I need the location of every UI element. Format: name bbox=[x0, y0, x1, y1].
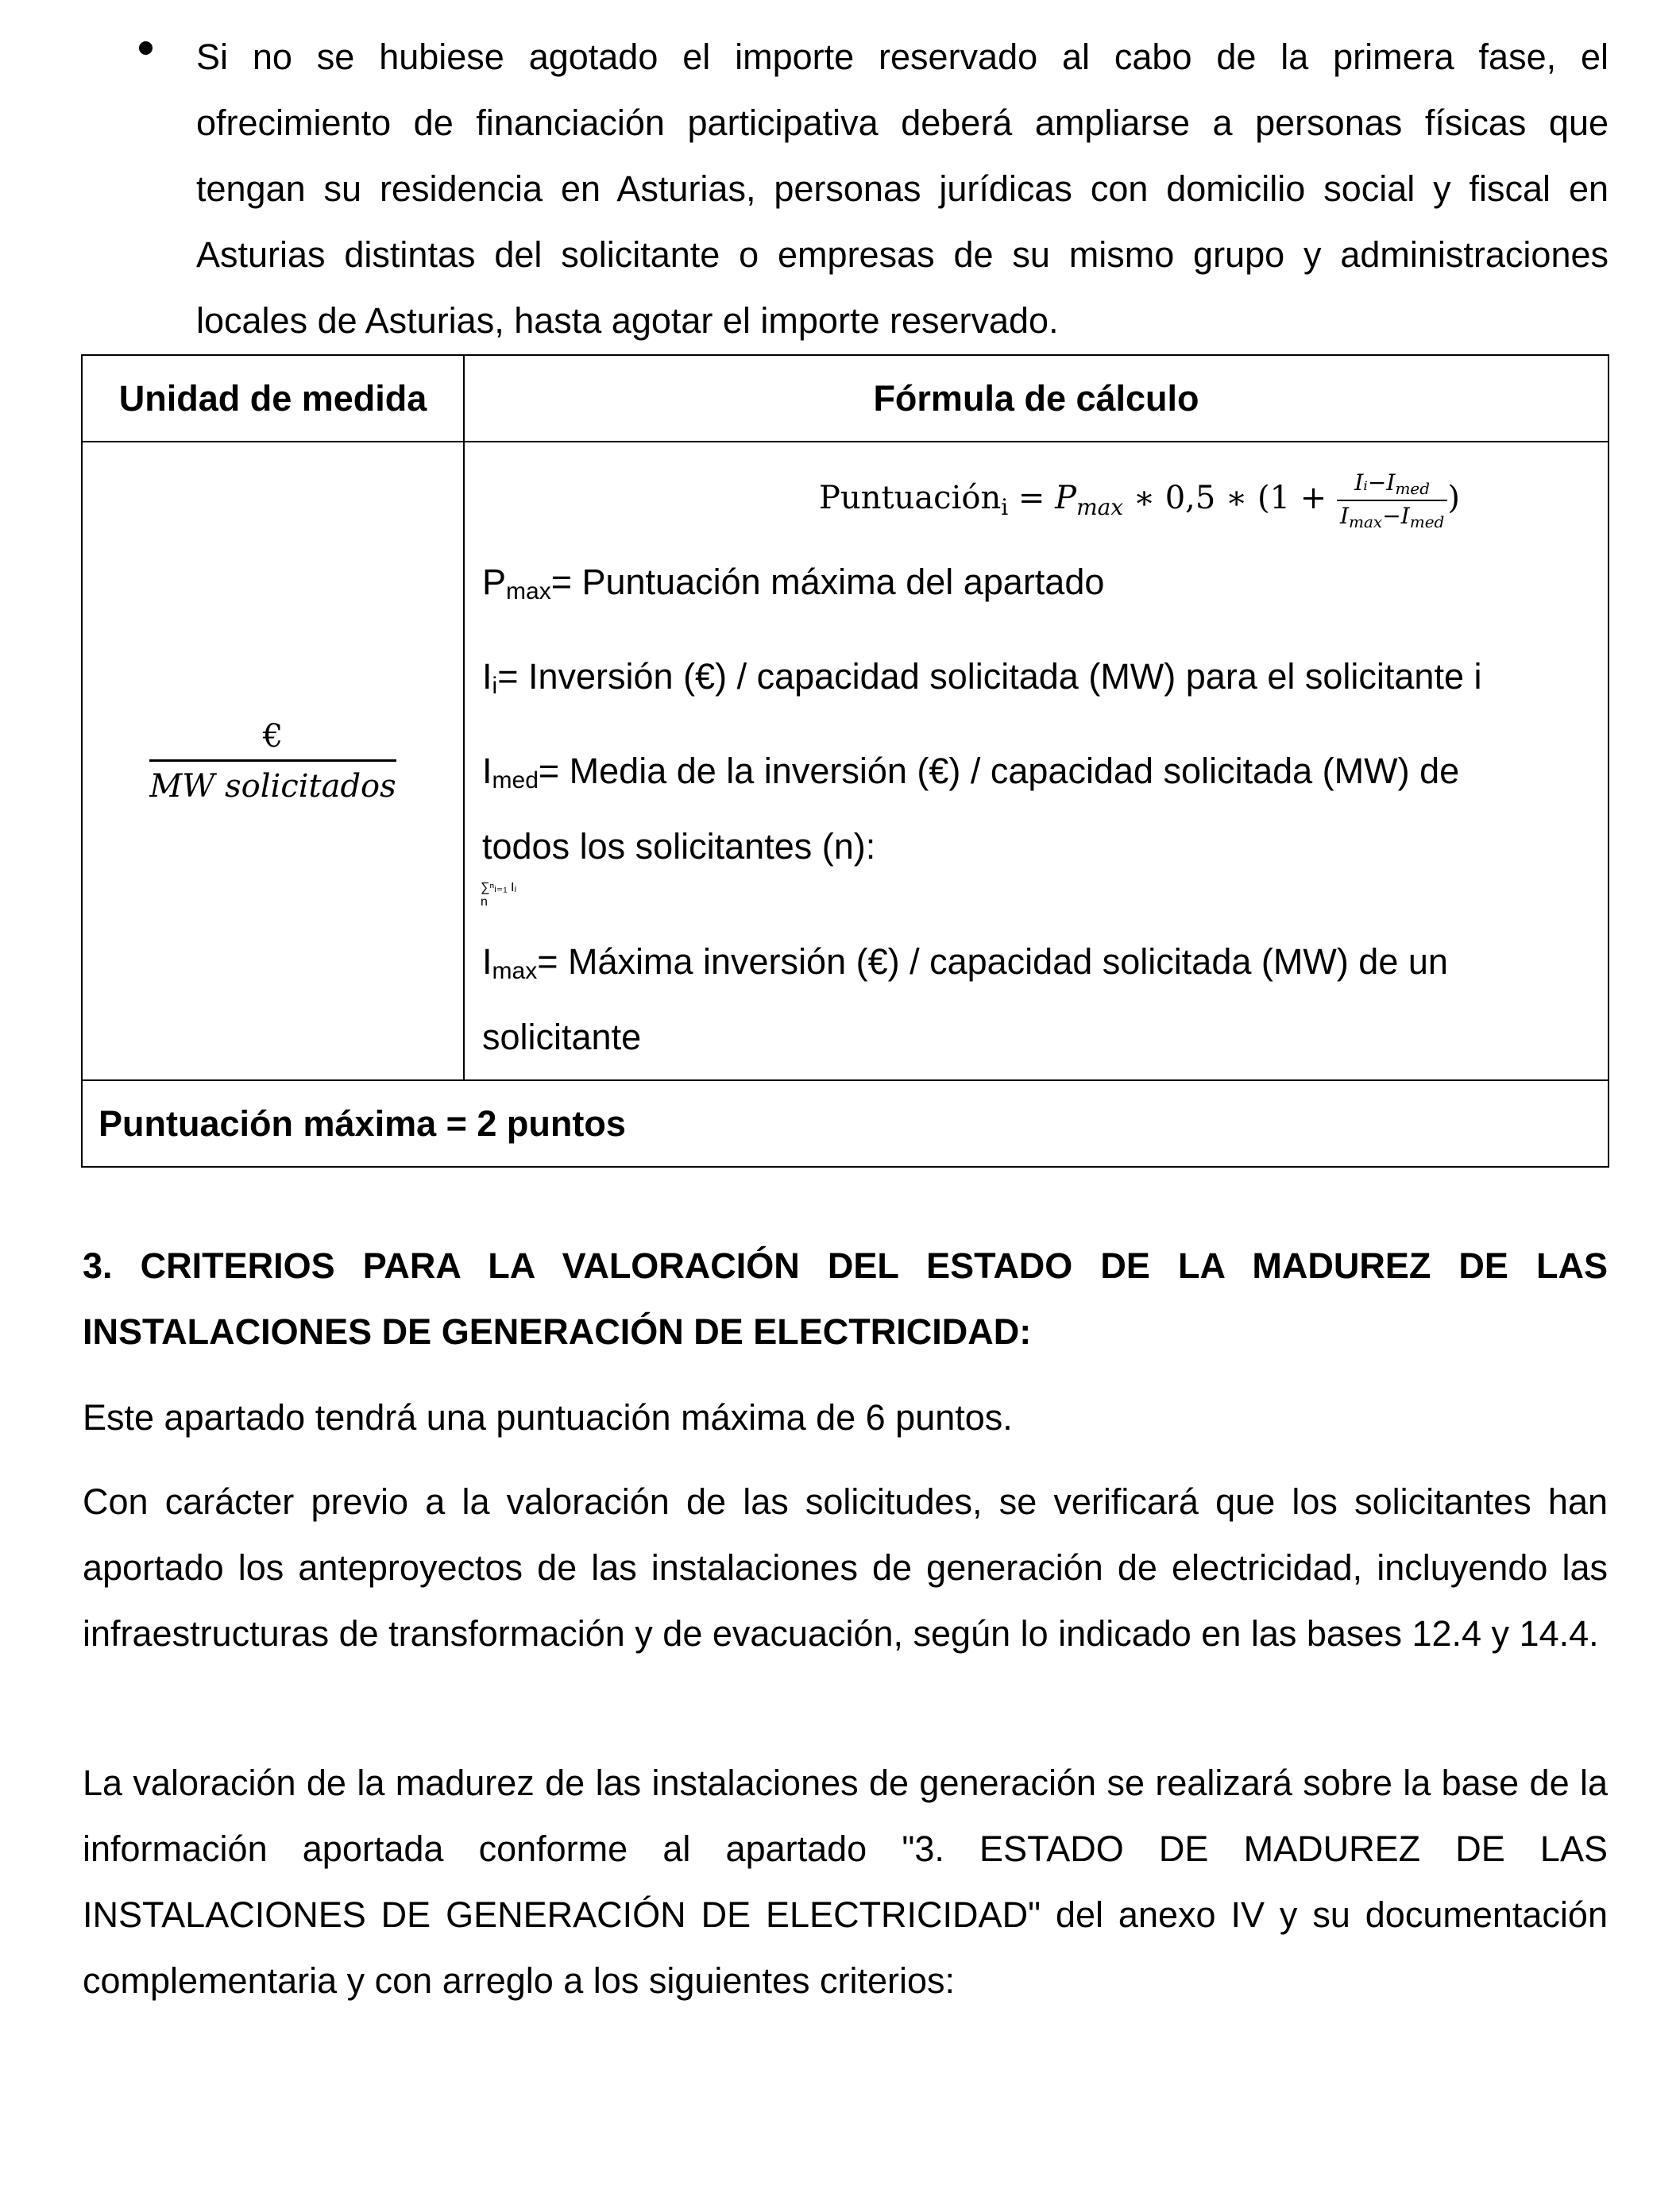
def-pmax-text: = Puntuación máxima del apartado bbox=[550, 562, 1105, 602]
frac-den-sub1: max bbox=[1349, 512, 1383, 531]
frac-den-sub2: med bbox=[1409, 512, 1445, 531]
formula-lhs: Puntuación bbox=[819, 480, 1002, 516]
def-imed-text: = Media de la inversión (€) / capacidad solicitada (MW) de bbox=[538, 751, 1460, 791]
def-imed-sym: I bbox=[482, 751, 492, 791]
mean-frac-num: ∑ⁿᵢ₌₁ Iᵢ bbox=[481, 881, 517, 894]
def-ii-text: = Inversión (€) / capacidad solicitada (MW) para el solicitante i bbox=[497, 656, 1482, 697]
bullet-text: Si no se hubiese agotado el importe reservado al cabo de la primera fase, el ofrecimiento de financiación participativa deberá ampliarse a personas físicas que tengan su residencia en Asturias, personas jurídicas con domicilio social y fiscal en Asturias distintas del solicitante o empresas de su mismo grupo y administraciones locales de Asturias, hasta agotar el importe reservado. bbox=[196, 37, 1609, 341]
def-imed bbox=[481, 738, 1592, 813]
frac-den: I bbox=[1339, 503, 1350, 529]
formula-close: ) bbox=[1447, 480, 1460, 516]
criteria-table bbox=[81, 354, 1609, 1168]
paragraph-2-text: Con carácter previo a la valoración de las solicitudes, se verificará que los solicitantes han aportado los anteproyectos de las instalaciones de generación de electricidad, incluyendo las infraestructuras de transformación y de evacuación, según lo indicado en las bases 12.4 y 14.4. bbox=[83, 1481, 1608, 1654]
formula-cell bbox=[464, 442, 1609, 1080]
unit-numerator: € bbox=[262, 717, 284, 755]
formula-pmax: P bbox=[1055, 480, 1077, 516]
formula-mid: ∗ 0,5 ∗ (1 + bbox=[1123, 480, 1337, 516]
formula-lhs-sub: i bbox=[1001, 494, 1009, 520]
def-imed-sub: med bbox=[492, 767, 539, 794]
mean-frac-den: n bbox=[481, 895, 488, 909]
def-pmax bbox=[481, 549, 1592, 624]
def-ii-sym: I bbox=[482, 656, 492, 697]
def-pmax-sym: P bbox=[482, 562, 507, 602]
def-ii bbox=[481, 643, 1592, 719]
formula-eq: = bbox=[1008, 480, 1056, 516]
def-pmax-sub: max bbox=[506, 578, 551, 604]
formula-fraction bbox=[1337, 469, 1447, 531]
paragraph-2 bbox=[83, 1469, 1608, 1666]
section-heading: 3. CRITERIOS PARA LA VALORACIÓN DEL ESTADO DE LA MADUREZ DE LAS INSTALACIONES DE GENERACIÓN DE ELECTRICIDAD: bbox=[83, 1245, 1608, 1352]
paragraph-3 bbox=[83, 1750, 1608, 2014]
def-imax bbox=[481, 929, 1592, 1004]
bullet-item bbox=[196, 24, 1609, 353]
frac-num: Iᵢ−I bbox=[1354, 469, 1396, 496]
unit-fraction bbox=[149, 718, 396, 805]
header-unit: Unidad de medida bbox=[82, 355, 464, 442]
def-imax-2: solicitante bbox=[482, 1017, 642, 1057]
paragraph-3-text: La valoración de la madurez de las instalaciones de generación se realizará sobre la base de la información aportada conforme al apartado "3. ESTADO DE MADUREZ DE LAS INSTALACIONES DE GENERACIÓN DE ELECTRICIDAD" del anexo IV y su documentación complementaria y con arreglo a los siguientes criterios: bbox=[83, 1763, 1608, 2001]
header-formula: Fórmula de cálculo bbox=[464, 355, 1609, 442]
unit-denominator: MW solicitados bbox=[149, 759, 396, 805]
frac-den-mid: −I bbox=[1382, 503, 1410, 529]
score-formula bbox=[481, 442, 1592, 549]
max-score-footer: Puntuación máxima = 2 puntos bbox=[82, 1080, 1609, 1167]
paragraph-1-text: Este apartado tendrá una puntuación máxima de 6 puntos. bbox=[83, 1397, 1013, 1438]
def-imax-sub: max bbox=[492, 958, 538, 984]
paragraph-1 bbox=[83, 1384, 1608, 1450]
frac-num-sub: med bbox=[1395, 479, 1431, 498]
bullet-icon bbox=[139, 41, 153, 55]
def-ii-sub: i bbox=[492, 673, 498, 699]
def-imed-text2: todos los solicitantes (n): bbox=[482, 826, 876, 867]
formula-pmax-sub: max bbox=[1076, 494, 1124, 520]
def-imed-2 bbox=[481, 813, 1592, 879]
def-imax-text: = Máxima inversión (€) / capacidad solicitada (MW) de un bbox=[537, 941, 1448, 982]
unit-cell bbox=[82, 442, 464, 1080]
def-imax-sym: I bbox=[482, 941, 492, 982]
